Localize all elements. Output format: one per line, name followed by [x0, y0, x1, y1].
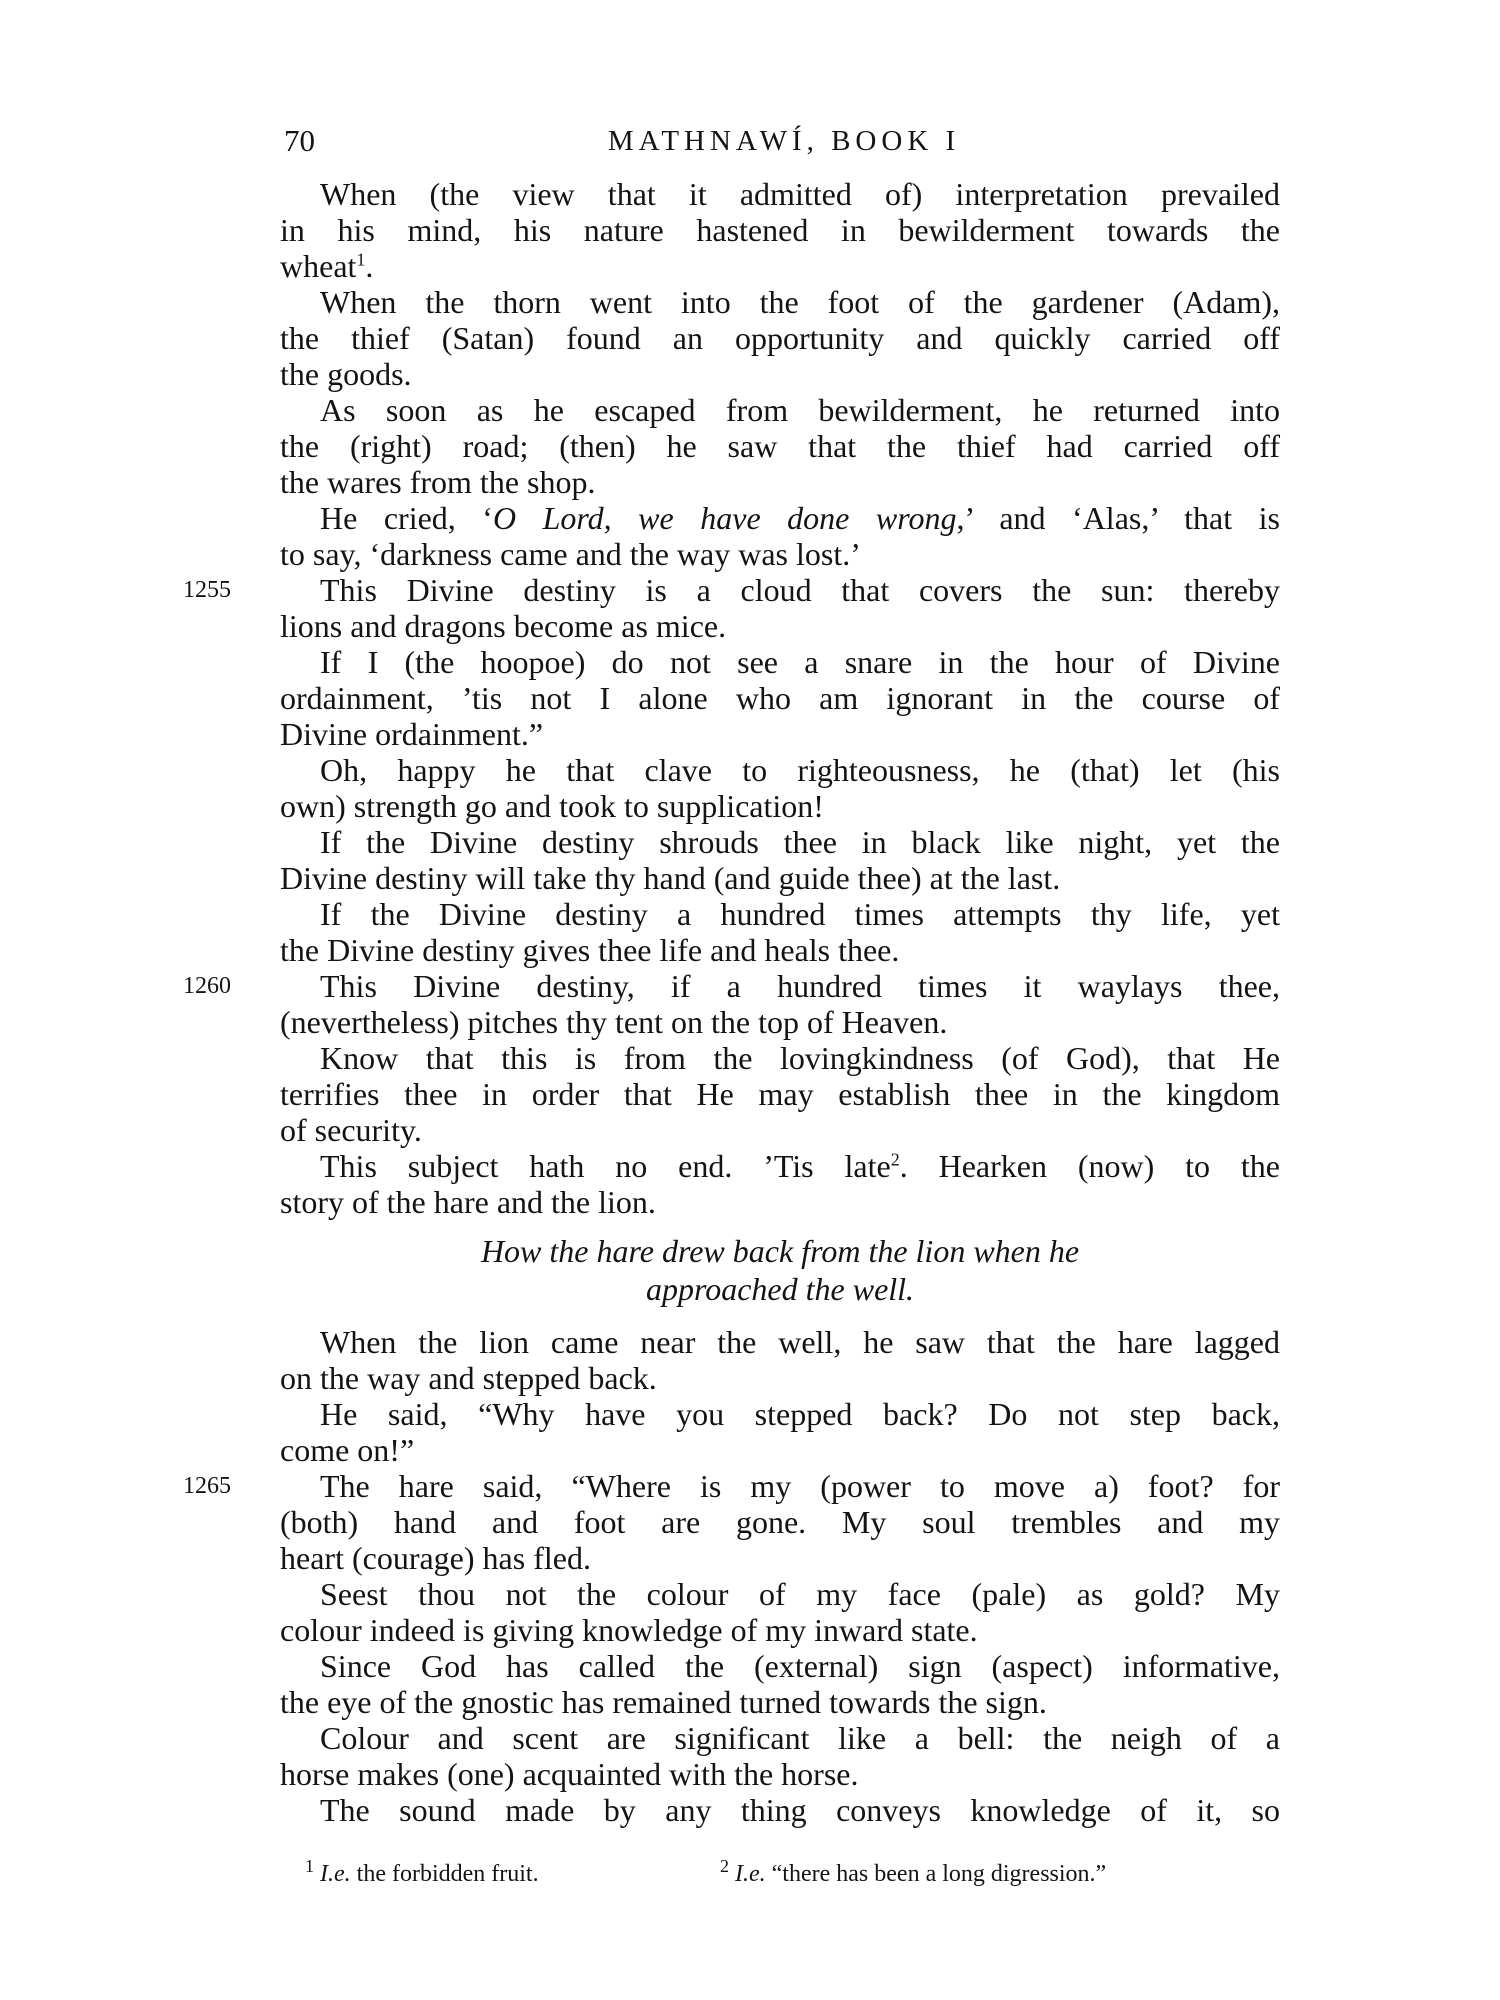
section-heading-line: approached the well. — [645, 1271, 915, 1307]
verse-paragraph: If the Divine destiny a hundred times attempts thy life, yet the Divine destiny gives thee life and heals thee. — [280, 896, 1280, 968]
verse-paragraph: Know that this is from the lovingkindness (of God), that He terrifies thee in order that He may establish thee in the kingdom of security. — [280, 1040, 1280, 1148]
verse-paragraph: When the thorn went into the foot of the gardener (Adam), the thief (Satan) found an opportunity and quickly carried off the goods. — [280, 284, 1280, 392]
section-heading-line: How the hare drew back from the lion when he — [480, 1233, 1080, 1269]
verse-paragraph: This Divine destiny is a cloud that covers the sun: thereby lions and dragons become as mice. — [280, 572, 1280, 644]
verse-paragraph: If I (the hoopoe) do not see a snare in the hour of Divine ordainment, ’tis not I alone who am ignorant in the course of Divine ordainment.” — [280, 644, 1280, 752]
verse-paragraph: When (the view that it admitted of) interpretation prevailed in his mind, his nature hastened in bewilderment towards the wheat$^1$. — [280, 176, 1280, 284]
footnote-1: $^1$ I.e. the forbidden fruit. — [305, 1856, 539, 1887]
verse-paragraph: Oh, happy he that clave to righteousness, he (that) let (his own) strength go and took to supplication! — [280, 752, 1280, 824]
verse-number: 1260 — [183, 973, 231, 999]
verse-number: 1265 — [183, 1473, 231, 1499]
footnote-2: $^2$ I.e. “there has been a long digression.” — [720, 1856, 1107, 1887]
verse-paragraph: Seest thou not the colour of my face (pale) as gold? My colour indeed is giving knowledge of my inward state. — [280, 1576, 1280, 1648]
verse-paragraph: The hare said, “Where is my (power to move a) foot? for (both) hand and foot are gone. My soul trembles and my heart (courage) has fled. — [280, 1468, 1280, 1576]
verse-paragraph: This Divine destiny, if a hundred times it waylays thee, (nevertheless) pitches thy tent on the top of Heaven. — [280, 968, 1280, 1040]
verse-paragraph: Colour and scent are significant like a bell: the neigh of a horse makes (one) acquainted with the horse. — [280, 1720, 1280, 1792]
verse-number: 1255 — [183, 577, 231, 603]
verse-paragraph: As soon as he escaped from bewilderment, he returned into the (right) road; (then) he saw that the thief had carried off the wares from the shop. — [280, 392, 1280, 500]
verse-paragraph: The sound made by any thing conveys knowledge of it, so — [320, 1792, 1280, 1828]
section-heading — [280, 1232, 1280, 1308]
verse-paragraph: Since God has called the (external) sign (aspect) informative, the eye of the gnostic has remained turned towards the sign. — [280, 1648, 1280, 1720]
page-number: 70 — [284, 123, 315, 158]
verse-paragraph: If the Divine destiny shrouds thee in black like night, yet the Divine destiny will take thy hand (and guide thee) at the last. — [280, 824, 1280, 896]
verse-paragraph: He cried, ‘O Lord, we have done wrong,’ and ‘Alas,’ that is to say, ‘darkness came and the way was lost.’ — [280, 500, 1281, 572]
running-head — [284, 116, 1284, 166]
running-title: MATHNAWÍ, BOOK I — [607, 125, 961, 157]
verse-paragraph: He said, “Why have you stepped back? Do not step back, come on!” — [280, 1396, 1280, 1468]
verse-paragraph: When the lion came near the well, he saw that the hare lagged on the way and stepped back. — [280, 1324, 1280, 1396]
footnotes — [280, 1856, 1280, 1892]
verse-paragraph: This subject hath no end. ’Tis late$^2$. Hearken (now) to the story of the hare and the lion. — [280, 1148, 1281, 1220]
